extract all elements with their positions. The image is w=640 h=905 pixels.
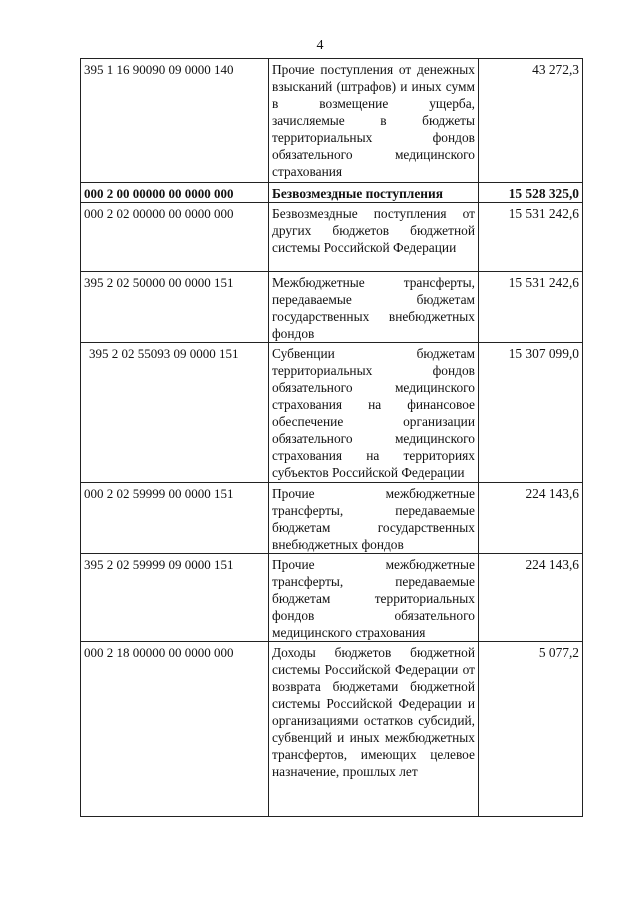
budget-classification-code: 000 2 02 00000 00 0000 000 [81, 203, 269, 272]
revenue-item-name: Межбюджетные трансферты, передаваемые бюджетам государственных внебюджетных фондов [269, 272, 479, 343]
revenue-amount: 15 531 242,6 [479, 203, 583, 272]
table-row [81, 554, 583, 642]
revenue-amount: 15 307 099,0 [479, 343, 583, 483]
revenue-item-name: Субвенции бюджетам территориальных фондов обязательного медицинского страхования на финансовое обеспечение организации обязательного медицинского страхования на территориях субъектов Российской Федерации [269, 343, 479, 483]
table-row [81, 59, 583, 183]
revenue-amount: 15 528 325,0 [479, 183, 583, 203]
budget-classification-code: 395 2 02 55093 09 0000 151 [81, 343, 269, 483]
table-row [81, 642, 583, 817]
revenue-item-name: Безвозмездные поступления от других бюджетов бюджетной системы Российской Федерации [269, 203, 479, 272]
revenue-item-name: Доходы бюджетов бюджетной системы Российской Федерации от возврата бюджетами бюджетной системы Российской Федерации и организациями остатков субсидий, субвенций и иных межбюджетных трансфертов, имеющих целевое назначение, прошлых лет [269, 642, 479, 817]
revenue-amount: 15 531 242,6 [479, 272, 583, 343]
table-row [81, 203, 583, 272]
budget-classification-code: 395 2 02 50000 00 0000 151 [81, 272, 269, 343]
table-row [81, 483, 583, 554]
table-row [81, 343, 583, 483]
revenue-amount: 224 143,6 [479, 554, 583, 642]
budget-classification-code: 000 2 18 00000 00 0000 000 [81, 642, 269, 817]
budget-classification-code: 395 2 02 59999 09 0000 151 [81, 554, 269, 642]
revenue-item-name: Прочие межбюджетные трансферты, передаваемые бюджетам территориальных фондов обязательного медицинского страхования [269, 554, 479, 642]
budget-classification-code: 000 2 02 59999 00 0000 151 [81, 483, 269, 554]
table-row [81, 272, 583, 343]
page-number: 4 [316, 38, 324, 53]
revenue-item-name: Прочие поступления от денежных взысканий (штрафов) и иных сумм в возмещение ущерба, зачисляемые в бюджеты территориальных фондов обязательного медицинского страхования [269, 59, 479, 183]
revenue-item-name: Прочие межбюджетные трансферты, передаваемые бюджетам государственных внебюджетных фондов [269, 483, 479, 554]
budget-revenue-table [80, 58, 583, 817]
revenue-item-name: Безвозмездные поступления [269, 183, 479, 203]
revenue-amount: 224 143,6 [479, 483, 583, 554]
budget-classification-code: 000 2 00 00000 00 0000 000 [81, 183, 269, 203]
revenue-amount: 5 077,2 [479, 642, 583, 817]
revenue-amount: 43 272,3 [479, 59, 583, 183]
budget-classification-code: 395 1 16 90090 09 0000 140 [81, 59, 269, 183]
table-row-total [81, 183, 583, 203]
